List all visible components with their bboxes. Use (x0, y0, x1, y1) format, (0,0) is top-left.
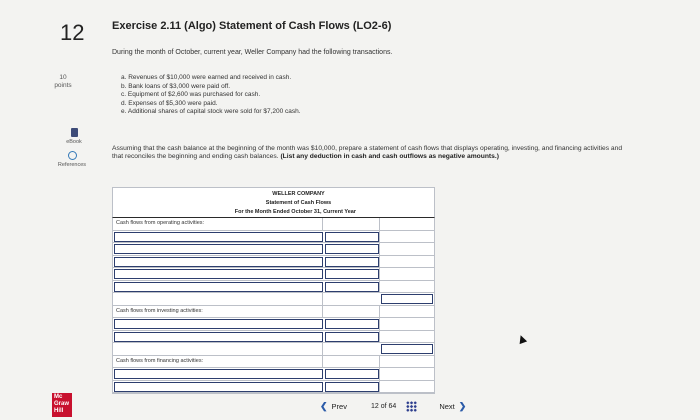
table-row (113, 331, 434, 344)
total-input[interactable] (381, 344, 433, 354)
company-name: WELLER COMPANY (272, 191, 325, 197)
prev-label: Prev (331, 402, 347, 411)
table-row (113, 318, 434, 331)
table-row (113, 343, 434, 356)
list-item: e. Additional shares of capital stock were sold for $7,200 cash. (121, 108, 301, 116)
amount-input[interactable] (325, 282, 379, 292)
instructions (112, 145, 627, 162)
chevron-right-icon: ❯ (458, 401, 467, 411)
table-row (113, 368, 434, 381)
list-item: c. Equipment of $2,600 was purchased for cash. (121, 91, 261, 99)
amount-input[interactable] (325, 257, 379, 267)
exercise-title: Exercise 2.11 (Algo) Statement of Cash Flows (LO2-6) (112, 20, 392, 32)
account-input[interactable] (114, 269, 323, 279)
list-item: d. Expenses of $5,300 were paid. (121, 99, 218, 107)
operating-heading: Cash flows from operating activities: (113, 218, 322, 230)
transaction-list (121, 74, 301, 117)
sidebar (0, 0, 100, 420)
chevron-left-icon: ❮ (320, 401, 328, 411)
statement-table (112, 217, 435, 394)
ebook-button[interactable] (54, 128, 94, 145)
points-label: points (54, 82, 72, 89)
amount-input[interactable] (325, 332, 379, 342)
table-row (113, 268, 434, 281)
next-label: Next (439, 402, 455, 411)
amount-input[interactable] (325, 244, 379, 254)
amount-input[interactable] (325, 319, 379, 329)
statement-header (112, 187, 435, 217)
account-input[interactable] (114, 232, 323, 242)
points-info (48, 74, 78, 90)
amount-input[interactable] (325, 269, 379, 279)
question-number: 12 (60, 20, 85, 45)
investing-heading: Cash flows from investing activities: (113, 306, 322, 318)
table-row (113, 306, 434, 319)
statement-period: For the Month Ended October 31, Current Year (234, 209, 356, 215)
instructions-text: Assuming that the cash balance at the beginning of the month was $10,000, prepare a statement of cash flows that displays operating, investing, and financing activities and that reconciles the beginning and ending cash balances. (112, 145, 623, 161)
points-value: 10 (59, 74, 67, 81)
instructions-bold: (List any deduction in cash and cash outflows as negative amounts.) (280, 153, 499, 161)
account-input[interactable] (114, 369, 323, 379)
book-icon (71, 128, 78, 137)
account-input[interactable] (114, 257, 323, 267)
list-item: b. Bank loans of $3,000 were paid off. (121, 82, 231, 90)
amount-input[interactable] (325, 232, 379, 242)
amount-input[interactable] (325, 382, 379, 392)
table-row (113, 356, 434, 369)
mcgraw-hill-logo: Mc Graw Hill (52, 393, 72, 417)
table-row (113, 243, 434, 256)
list-item: a. Revenues of $10,000 were earned and received in cash. (121, 74, 292, 81)
prev-button[interactable] (320, 401, 347, 412)
table-row (113, 231, 434, 244)
references-label: References (57, 162, 87, 168)
account-input[interactable] (114, 244, 323, 254)
exercise-intro: During the month of October, current year, Weller Company had the following transactions. (112, 49, 393, 56)
table-row (113, 256, 434, 269)
amount-input[interactable] (325, 369, 379, 379)
account-input[interactable] (114, 382, 323, 392)
grid-icon[interactable] (406, 401, 417, 412)
table-row (113, 293, 434, 306)
table-row (113, 218, 434, 231)
pagination (320, 401, 466, 412)
references-button[interactable] (50, 151, 94, 168)
financing-heading: Cash flows from financing activities: (113, 356, 322, 368)
references-icon (68, 151, 77, 160)
next-button[interactable] (439, 401, 466, 412)
page-indicator: 12 of 64 (370, 403, 397, 410)
statement-name: Statement of Cash Flows (265, 200, 332, 206)
account-input[interactable] (114, 282, 323, 292)
table-row (113, 381, 434, 394)
account-input[interactable] (114, 319, 323, 329)
table-row (113, 281, 434, 294)
mouse-cursor-icon (517, 334, 527, 344)
cash-flow-statement (112, 187, 435, 394)
total-input[interactable] (381, 294, 433, 304)
account-input[interactable] (114, 332, 323, 342)
ebook-label: eBook (66, 139, 82, 145)
